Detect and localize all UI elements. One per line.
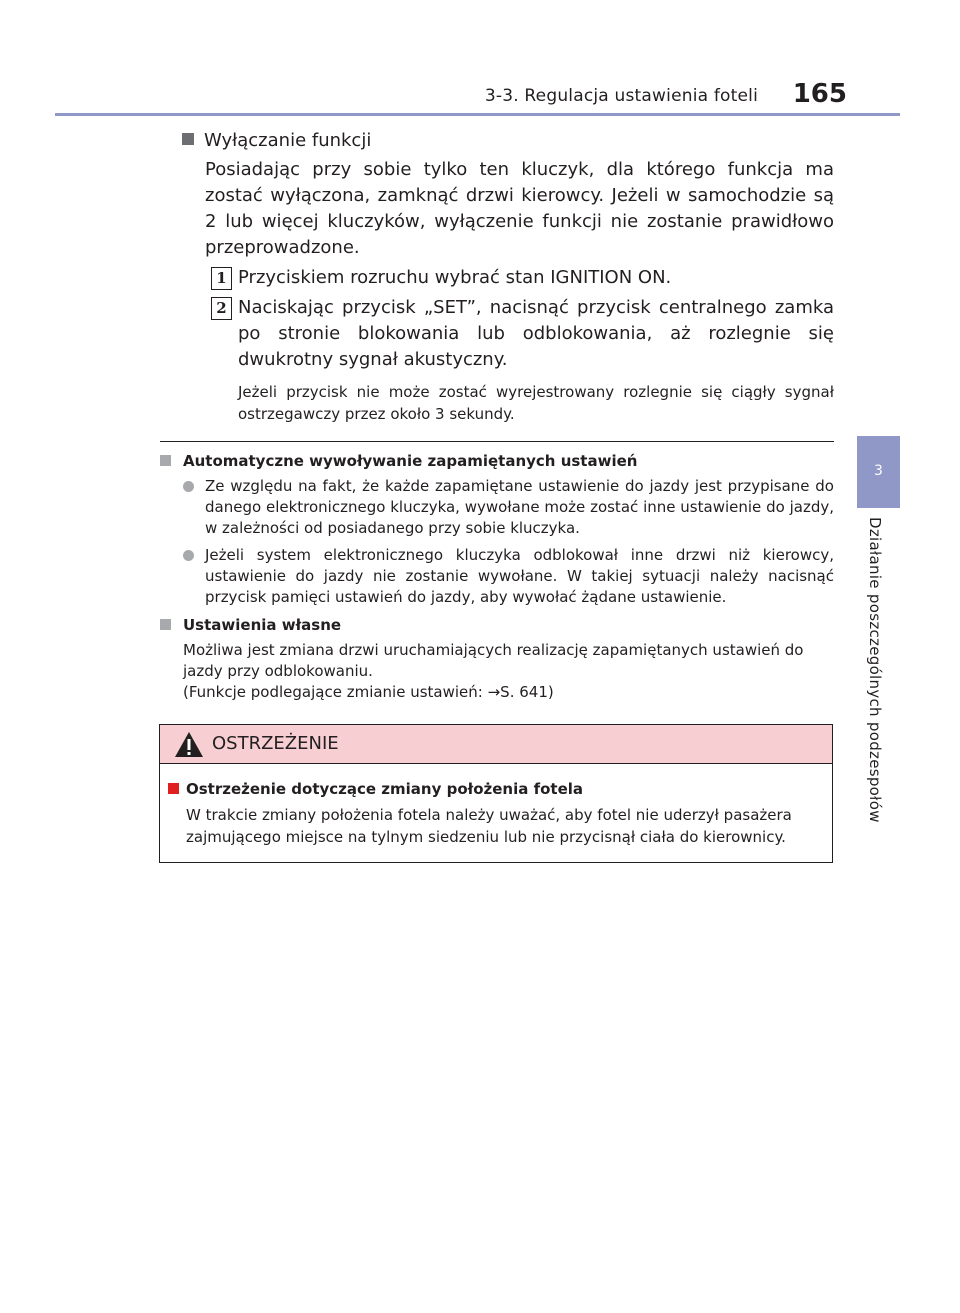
- warning-title: OSTRZEŻENIE: [212, 733, 339, 754]
- page-number: 165: [792, 79, 847, 109]
- header-rule: [55, 113, 900, 116]
- step-note: Jeżeli przycisk nie może zostać wyrejestrowany rozlegnie się ciągły sygnał ostrzegawczy przez około 3 sekundy.: [238, 383, 834, 423]
- square-bullet-icon: [182, 133, 194, 145]
- info-paragraph: Możliwa jest zmiana drzwi uruchamiających realizację zapamiętanych ustawień do jazdy przy odblokowaniu. (Funkcje podlegające zmianie ustawień: →S. 641): [183, 641, 804, 701]
- section-title: 3-3. Regulacja ustawienia foteli: [484, 86, 758, 106]
- warning-text: W trakcie zmiany położenia fotela należy uważać, aby fotel nie uderzył pasażera zajmującego miejsce na tylnym siedzeniu lub nie przycisnął ciała do kierownicy.: [186, 806, 792, 846]
- square-bullet-icon: [160, 619, 171, 630]
- chapter-title: Działanie poszczególnych podzespołów: [866, 517, 884, 823]
- step-number-1: 1: [211, 267, 232, 290]
- info-heading-2: Ustawienia własne: [160, 616, 834, 634]
- warning-box: [159, 724, 833, 863]
- square-bullet-icon: [160, 455, 171, 466]
- warning-header: [160, 725, 832, 764]
- chapter-number: 3: [874, 463, 883, 479]
- warning-heading: Ostrzeżenie dotyczące zmiany położenia fotela: [168, 780, 832, 798]
- divider: [160, 441, 834, 442]
- list-item: Ze względu na fakt, że każde zapamiętane ustawienie do jazdy jest przypisane do danego elektronicznego kluczyka, wywołane może zostać inne ustawienie do jazdy, w zależności od posiadanego przy sobie kluczyka.: [205, 476, 834, 539]
- chapter-tab: [857, 436, 900, 508]
- step-2: 2 Naciskając przycisk „SET”, nacisnąć przycisk centralnego zamka po stronie blokowania lub odblokowania, aż rozlegnie się dwukrotny sygnał akustyczny.: [238, 295, 834, 373]
- section-heading: Wyłączanie funkcji: [182, 130, 834, 151]
- warning-triangle-icon: [174, 731, 204, 758]
- circle-bullet-icon: [183, 550, 194, 561]
- page-reference: (Funkcje podlegające zmianie ustawień: →S. 641): [183, 683, 554, 701]
- main-section: [182, 130, 834, 425]
- step-number-2: 2: [211, 297, 232, 320]
- red-square-icon: [168, 783, 179, 794]
- info-heading-1: Automatyczne wywoływanie zapamiętanych ustawień: [160, 452, 834, 470]
- intro-paragraph: Posiadając przy sobie tylko ten kluczyk, dla którego funkcja ma zostać wyłączona, zamknąć drzwi kierowcy. Jeżeli w samochodzie są 2 lub więcej kluczyków, wyłączenie funkcji nie zostanie prawidłowo przeprowadzone.: [205, 159, 834, 258]
- warning-body: [160, 764, 832, 848]
- circle-bullet-icon: [183, 481, 194, 492]
- step-1: 1 Przyciskiem rozruchu wybrać stan IGNITION ON.: [238, 265, 834, 291]
- list-item: Jeżeli system elektronicznego kluczyka odblokował inne drzwi niż kierowcy, ustawienie do jazdy nie zostanie wywołane. W takiej sytuacji należy nacisnąć przycisk pamięci ustawień do jazdy, aby wywołać żądane ustawienie.: [205, 545, 834, 608]
- info-section: [160, 452, 834, 703]
